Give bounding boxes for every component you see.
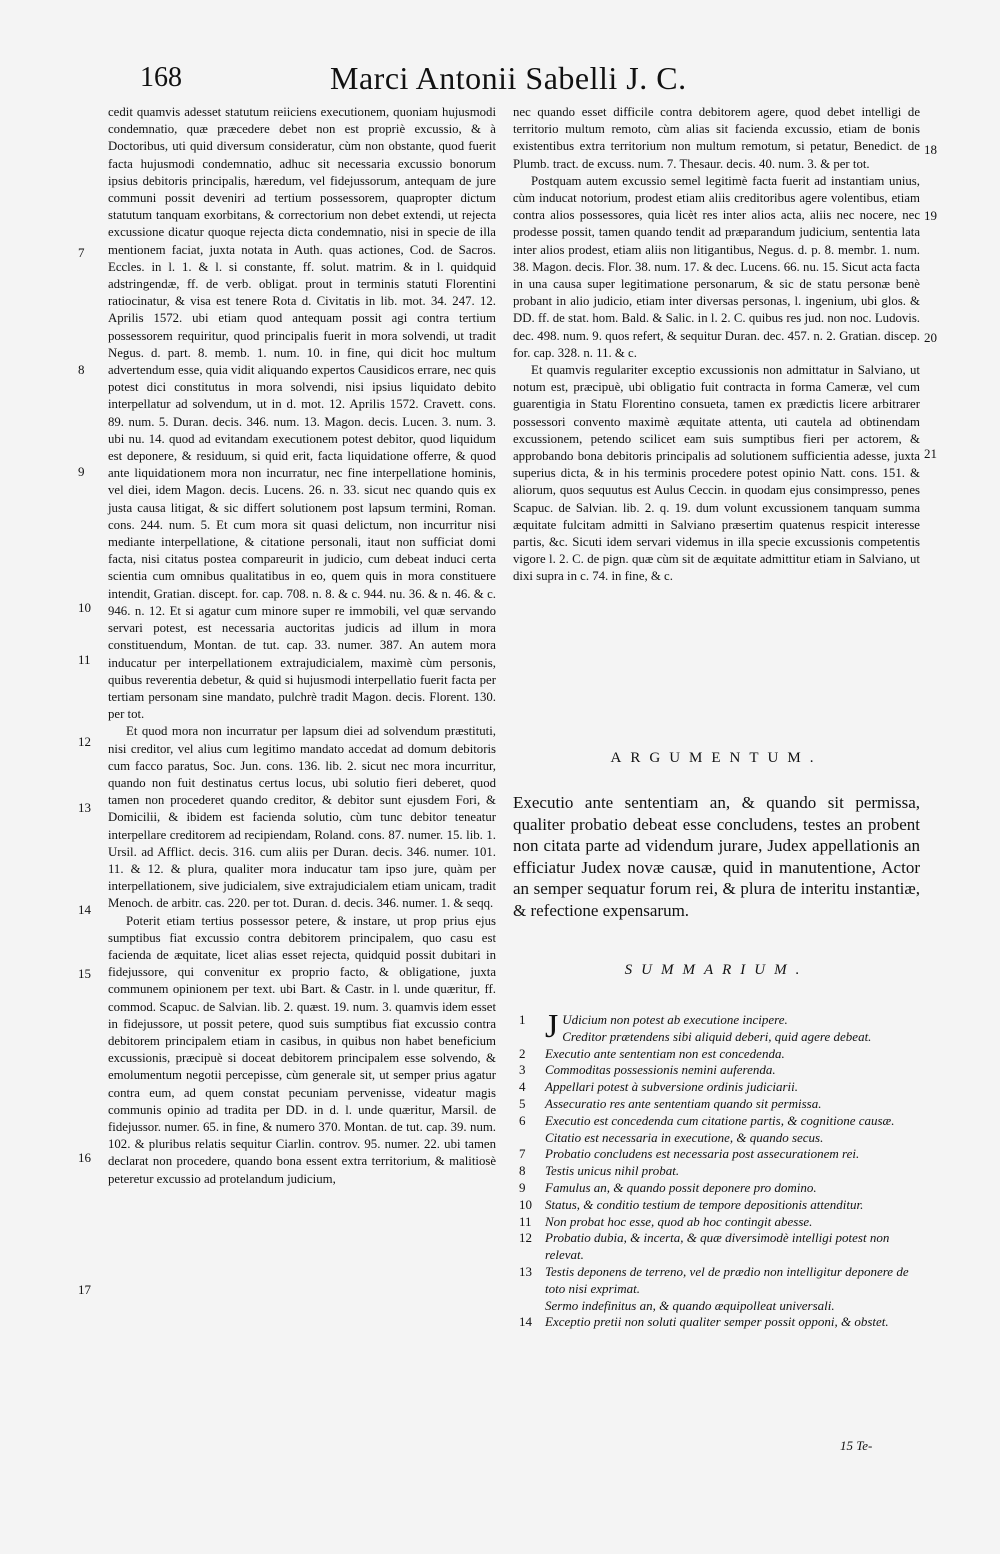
margin-number: 21: [924, 446, 937, 461]
summary-item: [513, 1298, 913, 1315]
summary-item-number: 13: [519, 1263, 532, 1279]
summary-item-number: 6: [519, 1112, 526, 1128]
margin-number: 18: [924, 142, 937, 157]
summary-item-number: 11: [519, 1213, 532, 1229]
right-paragraph-3: Et quamvis regulariter exceptio excussionis non admittatur in Salviano, ut notum est, præcipuè, ubi obligatio fuit contracta in forma Cameræ, vel cum guarentigia in Statu Florentino consueta, tamen ex prædictis licere arbitrarer possessori convento maximè æquitate attenta, uti cautela ad obtinendam excussionem, petendo scilicet eam suis sumptibus fieri per actorem, & approbando bona debitoris principalis ad solutionem sufficientia adesse, juxta superius dicta, & in his terminis procedere potest opinio Natt. cons. 151. & aliorum, quos sequutus est Aulus Ceccin. in quodam ejus consimpresso, penes Scapuc. de Salvian. lib. 2. q. 19. dum volunt excussionem tanquam summa æquitate fulcitam admitti in Salviano præsertim quatenus respicit interesse partis, &c. Sicuti idem servari videmus in illa specie excussionis competentis vigore l. 2. C. de pign. quæ cùm sit de æquitate admittitur etiam in Salviano, ut dixi supra in c. 74. in fine, & c.: [513, 363, 920, 584]
summary-item: [513, 1079, 913, 1096]
summary-item-number: 14: [519, 1314, 532, 1330]
summary-item-number: 12: [519, 1230, 532, 1246]
margin-number: 9: [78, 464, 85, 479]
summary-item-text: Probatio concludens est necessaria post assecurationem rei.: [545, 1146, 860, 1162]
summary-item: [513, 1264, 913, 1298]
argumentum-heading: ARGUMENTUM.: [610, 750, 823, 766]
margin-number: 17: [78, 1282, 91, 1297]
margin-number: 20: [924, 330, 937, 345]
summary-item-text: Udicium non potest ab executione incipere.: [562, 1012, 788, 1027]
summary-item-text: Citatio est necessaria in executione, & quando secus.: [545, 1129, 824, 1145]
drop-cap: J: [545, 1008, 559, 1045]
summary-item-text: Sermo indefinitus an, & quando æquipolleat universali.: [545, 1297, 835, 1313]
summary-item-text: Exceptio pretii non soluti qualiter semper possit opponi, & obstet.: [545, 1314, 889, 1330]
summary-item-number: 10: [519, 1196, 532, 1212]
summary-item-text: Non probat hoc esse, quod ab hoc contingit abesse.: [545, 1213, 813, 1229]
right-paragraph-1: nec quando esset difficile contra debitorem agere, quod debet intelligi de territorio multum remoto, cùm alias sit facienda excussio, etiam de bonis existentibus extra territorium non multum remotum, si petatur, Benedict. de Plumb. tract. de excuss. num. 7. Thesaur. decis. 40. num. 3. & per tot.: [513, 105, 920, 171]
margin-number: 14: [78, 902, 91, 917]
left-paragraph-1: cedit quamvis adesset statutum reiiciens executionem, quoniam hujusmodi condemnatio, quæ præcedere debet non est propriè excussio, & à Doctoribus, uti quid diversum consideratur, cùm non obstante, quod fuerit facta hujusmodi condemnatio, adhuc sit necessaria excussio bonorum ipsius debitoris principalis, hæredum, vel fidejussorum, antequam de jure communi possit deveniri ad tertium possessorem, quapropter dictum statutum tanquam exorbitans, & correctorium non debet extendi, ut rejecta excussione dicatur quoque rejecta dicta condemnatio, nisi in specie de illa mentionem faciat, juxta notata in Auth. quas actiones, Cod. de Sacros. Eccles. in l. 1. & l. si constante, ff. solut. matrim. & in l. quidquid adstringendæ, ff. de verb. obligat. prout in terminis statuti Florentini ratiocinatur, & visa est tenere Rota d. Civitatis in lib. mot. 34. 247. 12. Aprilis 1572. ubi etiam quod antequam possit agi contra tertium possessorem requiritur, quod principalis fuerit in mora solvendi, ut tradit Negus. d. part. 8. memb. 1. num. 10. in fine, qui dicit hoc multum advertendum esse, quia vidit aliquando expertos Causidicos errare, nec quis potest dici constitutus in mora solvendi, nisi ipsius liquidato debito interpellatur ad solvendum, ut in d. mot. 12. Aprilis 1572. Cravett. cons. 89. num. 5. Duran. decis. 346. num. 13. Magon. decis. Lucen. 3. num. 3. ubi nu. 14. quod ad evitandam executionem potest debitor, quod liquidum est deponere, & residuum, si quid erit, facta liquidatione offerre, & quod ante liquidationem mora non incurratur, nec fine interpellatione hominis, vel diei, idem Magon. decis. Lucens. 26. n. 33. sicut nec quando quis ex justa causa litigat, & sic differt solutionem post lapsum termini, Roman. cons. 244. num. 5. Et cum mora sit quasi delictum, non incurritur nisi mediante interpellatione, & citatione personali, itaut non sufficiat domi facta, nisi citatus postea compareurit in judicio, cum debeat induci certa scientia cum omnibus qualitatibus in eo, quem quis in mora constituere intendit, Gratian. discept. for. cap. 708. n. 8. & c. 944. nu. 36. & n. 46. & c. 946. n. 12. Et si agatur cum minore super re immobili, vel quæ servando servari potest, est necessaria auctoritas judicis ad illum in mora constituendum, Montan. de tut. cap. 33. numer. 387. An autem mora inducatur per interpellationem extrajudicialem, maximè cùm personis, quibus reverentia debetur, & quid si hujusmodi interpellatio fuerit facta per tertiam personam sine mandato, pulchrè tradit Magon. decis. Florent. 130. per tot.: [108, 105, 496, 722]
summary-item-text: Executio est concedenda cum citatione partis, & cognitione causæ.: [545, 1112, 895, 1128]
margin-number: 11: [78, 652, 91, 667]
page-number: 168: [140, 62, 182, 93]
summary-item-text: Probatio dubia, & incerta, & quæ diversimodè intelligi potest non relevat.: [545, 1230, 890, 1263]
summary-item-text: Commoditas possessionis nemini auferenda.: [545, 1062, 776, 1078]
running-title: Marci Antonii Sabelli J. C.: [330, 60, 687, 96]
summary-item: [513, 1163, 913, 1180]
summary-item-text: Executio ante sententiam non est concedenda.: [545, 1045, 785, 1061]
summary-item-number: 9: [519, 1179, 526, 1195]
summary-item: [513, 1113, 913, 1130]
summary-item-number: 5: [519, 1095, 526, 1111]
margin-number: 7: [78, 245, 85, 260]
margin-number: 8: [78, 362, 85, 377]
summary-item: [513, 1046, 913, 1063]
margin-number: 12: [78, 734, 91, 749]
summary-item: [513, 1230, 913, 1264]
summary-item: [513, 1096, 913, 1113]
summary-item-number: 1: [519, 1012, 526, 1027]
summary-item-text: Creditor prætendens sibi aliquid deberi, quid agere debeat.: [562, 1028, 872, 1044]
summary-item-number: 7: [519, 1146, 526, 1162]
left-column: [108, 104, 496, 1188]
left-paragraph-2: Et quod mora non incurratur per lapsum diei ad solvendum præstituti, nisi creditor, vel alius cum legitimo mandato accedat ad domum debitoris cum facco paratus, Soc. Jun. cons. 136. lib. 2. sicut nec mora incurritur, quando non fuit destinatus certus locus, ubi solutio fieri deberet, quod tamen non procederet quando creditor, & debitor sunt ejusdem Fori, & Domicilii, & ibidem est facienda solutio, cùm tunc debitor teneatur interpellare creditorem ad recipiendam, Roland. cons. 87. numer. 15. lib. 1. Ursil. ad Afflict. decis. 316. cum aliis per Duran. decis. 346. numer. 101. 11. & 12. & plura, qualiter mora inducatur tam ipso jure, quàm per interpellationem, sive judicialem, sive extrajudicialem etiam unicam, tradit Menoch. de arbitr. cas. 220. per tot. Duran. d. decis. 346. numer. 1. & seqq.: [108, 724, 496, 911]
summary-item-text: Appellari potest à subversione ordinis judiciarii.: [545, 1079, 799, 1095]
summary-item-text: Testis unicus nihil probat.: [545, 1163, 680, 1179]
margin-number: 15: [78, 966, 91, 981]
summary-item-text: Status, & conditio testium de tempore depositionis attenditur.: [545, 1196, 864, 1212]
summarium-heading: SUMMARIUM.: [624, 962, 809, 978]
left-paragraph-3: Poterit etiam tertius possessor petere, & instare, ut prop prius ejus sumptibus fiat excussio contra debitorem principalem, quo casu est facienda de æquitate, licet alias esset rejecta, quidquid possit dubitari in fidejussore, qui convenitur ex proprio facto, & obligatione, juxta communem opinionem per text. ubi Bart. & Castr. in l. unde quæritur, ff. commod. Scapuc. de Salvian. lib. 2. quæst. 19. num. 3. quamvis idem esset in fidejussore, ut possit petere, quod suis sumptibus fiat excussio contra debitorem principalem etiam in casibus, in quibus non habet beneficium excussionis, præcipuè si doceat debitorem principalem esse solvendo, & emolumentum negotii percepisse, cùm generale sit, ut semper prius agatur contra eum, ad quem constat pecuniam pervenisse, videatur magis communis opinio ad tradita per DD. in d. l. unde quæritur, Marsil. de fidejussor. numer. 65. in fine, & numero 370. Montan. de tut. cap. 39. num. 102. & pluribus relatis sequitur Ciarlin. controv. 95. numer. 22. ubi tamen declarat non procedere, quando bona essent extra territorium, & malitiosè peteretur excussio ad protelandum judicium,: [108, 913, 496, 1186]
summary-item-number: 8: [519, 1163, 526, 1179]
right-column: [513, 104, 920, 586]
summary-item: [513, 1008, 913, 1046]
summary-item: [513, 1214, 913, 1231]
margin-number: 13: [78, 800, 91, 815]
summarium-list: [513, 1008, 913, 1331]
summary-item-number: 4: [519, 1079, 526, 1095]
summary-item: [513, 1180, 913, 1197]
summary-item-text: Famulus an, & quando possit deponere pro domino.: [545, 1179, 817, 1195]
summary-item-text: Assecuratio res ante sententiam quando sit permissa.: [545, 1095, 822, 1111]
margin-number: 19: [924, 208, 937, 223]
summary-item: [513, 1314, 913, 1331]
summary-item-number: 2: [519, 1045, 526, 1061]
margin-number: 10: [78, 600, 91, 615]
summary-item: [513, 1130, 913, 1147]
summary-item: [513, 1197, 913, 1214]
right-paragraph-2: Postquam autem excussio semel legitimè facta fuerit ad instantiam unius, cùm inducat notorium, prodest etiam aliis creditoribus agere volentibus, etiam contra alios possessores, quia licèt res inter alios acta, aliis nec nocere, nec prodesse possit, tamen quando tendit ad præparandum judicium, sententia lata inter alios prodest, etiam aliis non litigantibus, Negus. d. p. 8. membr. 1. num. 38. Magon. decis. Flor. 38. num. 17. & dec. Lucens. 66. nu. 15. Sicut acta facta in una causa super legitimatione personarum, & sic de statu personæ benè probant in alio judicio, etiam inter diversas personas, l. ingenium, ubi glos. & DD. ff. de stat. hom. Bald. & Salic. in l. 2. C. quibus res jud. non noc. Ludovis. dec. 498. num. 9. quos refert, & sequitur Duran. dec. 457. n. 2. Gratian. discep. for. cap. 328. n. 11. & c.: [513, 173, 920, 360]
argumentum-text: Executio ante sententiam an, & quando sit permissa, qualiter probatio debeat esse concludens, testes an probent non citata parte ad videndum jurare, Judex appellationis an efficiatur Judex novæ causæ, quid in manutentione, Actor an semper sequatur forum rei, & plura de interitu instantiæ, & refectione expensarum.: [513, 793, 920, 920]
summary-item: [513, 1062, 913, 1079]
summary-item-number: 3: [519, 1062, 526, 1078]
summary-item-text: Testis deponens de terreno, vel de prædio non intelligitur deponere de toto nisi exprimat.: [545, 1263, 909, 1296]
catchword: 15 Te-: [840, 1438, 873, 1453]
summary-item: [513, 1146, 913, 1163]
margin-number: 16: [78, 1150, 91, 1165]
